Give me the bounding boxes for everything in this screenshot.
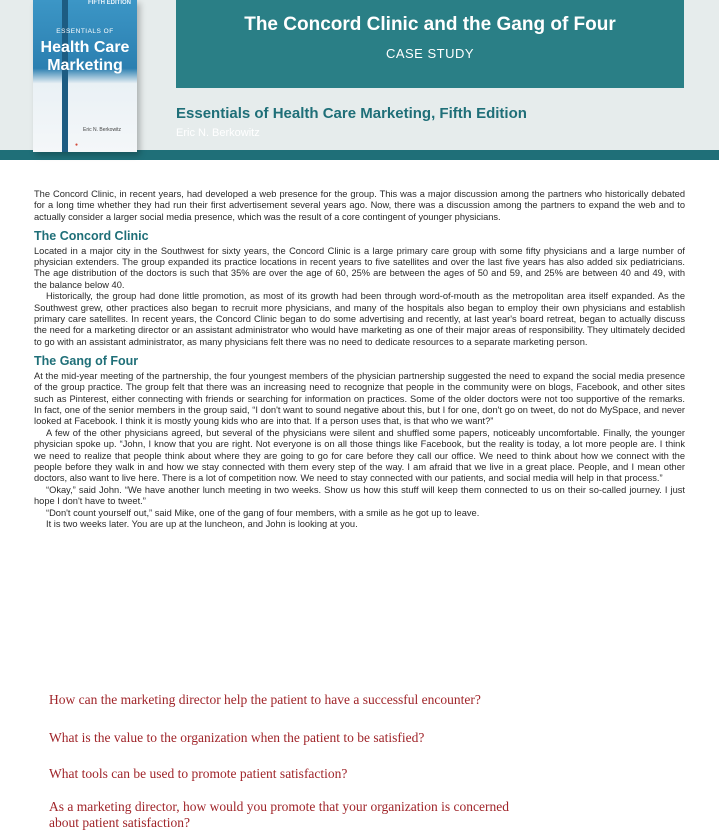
paragraph: “Don't count yourself out,” said Mike, one of the gang of four members, with a smile as he got up to leave. [46, 507, 480, 518]
book-spine [62, 0, 68, 152]
cover-title-line1: Health Care [40, 39, 130, 56]
publisher-logo-icon: ● [75, 142, 79, 148]
cover-essentials: ESSENTIALS OF [56, 28, 114, 35]
paragraph: A few of the other physicians agreed, but several of the physicians were silent and shuffled some papers, noticeably uncomfortable. Finally, the younger physician spoke up. “John, I know that you are right. Not everyone is on all those things like Facebook, but the reality is today, a lot more people are. I think we need to realize that people think about where they are going to go for care before they call our office. We need to think about how we connect with the people before they walk in and how we stay connected with them every step of the way. I am afraid that we live in a great place. People, and I mean other doctors, also want to live here. There is a lot of competition now. We need to stay connected with our patients, and social media will help in that process.” [34, 427, 685, 484]
case-body [34, 189, 685, 530]
question-1: How can the marketing director help the patient to have a successful encounter? [49, 692, 481, 707]
book-cover-image [33, 0, 137, 152]
question-3: What tools can be used to promote patient satisfaction? [49, 766, 348, 781]
paragraph: It is two weeks later. You are up at the luncheon, and John is looking at you. [46, 518, 358, 529]
case-title: The Concord Clinic and the Gang of Four [244, 14, 616, 35]
section-heading-gang-of-four: The Gang of Four [34, 354, 139, 369]
book-title: Essentials of Health Care Marketing, Fifth Edition [176, 105, 527, 122]
cover-title [33, 39, 137, 75]
paragraph: Historically, the group had done little promotion, as most of its growth had been through word-of-mouth as the metropolitan area itself expanded. As the Southwest grew, other practices also began to recruit more physicians, and many of the hospitals also began to employ their own physicians and establish primary care satellites. In recent years, the Concord Clinic began to do some advertising and recently, at last year's board retreat, began to actually discuss the need for a marketing director or an assistant administrator who would have marketing as one of their major areas of responsibility. They ultimately decided to go with an assistant administrator, as many physicians felt there was no need to dedicate resources to a separate marketing person. [34, 291, 685, 347]
section-heading-concord-clinic: The Concord Clinic [34, 229, 149, 244]
paragraph: At the mid-year meeting of the partnership, the four youngest members of the physician partnership suggested the need to expand the social media presence of the group practice. The group felt that there was an increasing need to recognize that people in the community were on blogs, Facebook, and other sites such as Pinterest, either connecting with friends or searching for information on practices. Some of the older doctors were not too supportive of the remarks. In fact, one of the senior members in the group said, “I don't want to sound negative about this, but I for one, don't go on tweet, do not do MySpace, and never looked at Facebook. I think it is mostly young kids who are into that. If a person uses that, is that who we want?” [34, 370, 685, 427]
case-subtitle: CASE STUDY [385, 46, 475, 61]
paragraph: Located in a major city in the Southwest for sixty years, the Concord Clinic is a large primary care group with some fifty physicians and a large number of physician extenders. The group expanded its practice locations in recent years to five satellites and over the last five years has also added six pediatricians. The age distribution of the doctors is such that 35% are over the age of 60, 25% are between the ages of 50 and 59, and 25% are between 40 and 49, with the balance below 40. [34, 245, 685, 290]
question-2: What is the value to the organization when the patient to be satisfied? [49, 730, 425, 745]
intro-paragraph: The Concord Clinic, in recent years, had developed a web presence for the group. This was a major discussion among the partners who historically debated for a long time whether they had run their first advertisement several years ago. Now, there was a discussion among the partners to expand the web and to actually consider a larger social media presence, which was the result of a core contingent of younger physicians. [34, 189, 685, 222]
cover-title-line2: Marketing [47, 57, 123, 74]
paragraph: “Okay,” said John. “We have another lunch meeting in two weeks. Show us how this stuff will keep them connected to us on their so-called journey. I just hope I don't have to tweet.” [34, 484, 685, 507]
question-4: As a marketing director, how would you promote that your organization is concerned about patient satisfaction? [49, 799, 509, 830]
book-author: Eric N. Berkowitz [176, 127, 260, 139]
cover-edition: FIFTH EDITION [88, 0, 131, 6]
case-title-box [176, 0, 684, 88]
cover-author: Eric N. Berkowitz [83, 127, 122, 133]
